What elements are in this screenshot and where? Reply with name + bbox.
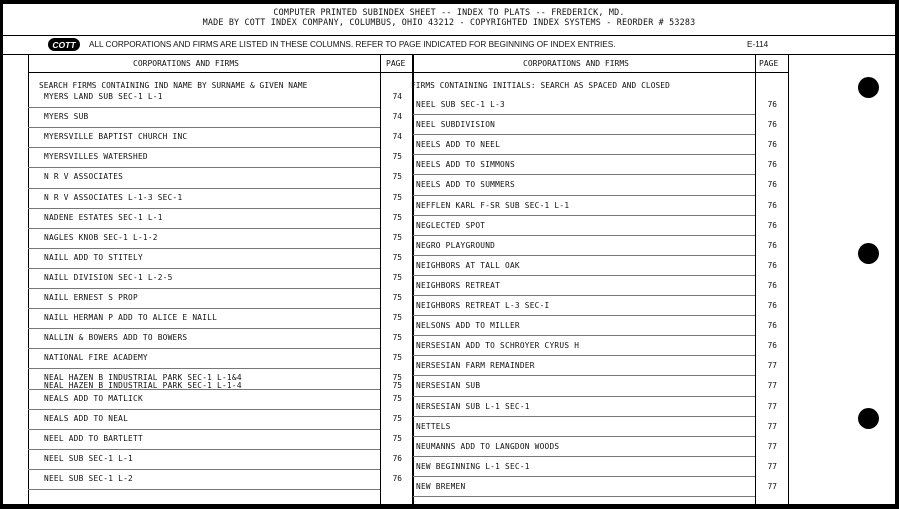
entry-name: NEEL SUBDIVISION xyxy=(416,120,496,130)
row-rule xyxy=(28,429,380,430)
row-rule xyxy=(28,449,380,450)
row-rule xyxy=(413,255,755,256)
row-rule xyxy=(28,208,380,209)
row-rule xyxy=(413,456,755,457)
row-rule xyxy=(413,416,755,417)
entry-name: NEELS ADD TO SUMMERS xyxy=(416,180,515,190)
row-rule xyxy=(28,147,380,148)
row-rule xyxy=(413,476,755,477)
entry-name: NEEL SUB SEC-1 L-2 xyxy=(44,473,133,483)
row-rule xyxy=(413,315,755,316)
entry-name: NAGLES KNOB SEC-1 L-1-2 xyxy=(44,232,158,242)
entry-name: NEALS ADD TO NEAL xyxy=(44,413,129,423)
entry-name: NEGRO PLAYGROUND xyxy=(416,240,496,250)
entry-name: NEEL ADD TO BARTLETT xyxy=(44,433,143,443)
entry-name: NELSONS ADD TO MILLER xyxy=(416,321,520,331)
row-rule xyxy=(413,174,755,175)
row-rule xyxy=(28,348,380,349)
entry-name: NATIONAL FIRE ACADEMY xyxy=(44,353,148,363)
row-rule xyxy=(28,248,380,249)
entry-page: 75 xyxy=(392,232,402,242)
row-rule xyxy=(28,188,380,189)
entry-page: 75 xyxy=(392,212,402,222)
entry-page: 77 xyxy=(767,481,777,491)
row-rule xyxy=(413,114,755,115)
row-rule xyxy=(413,295,755,296)
entry-page: 75 xyxy=(392,172,402,182)
row-rule xyxy=(28,368,380,369)
entry-name: NAILL HERMAN P ADD TO ALICE E NAILL xyxy=(44,313,218,323)
binder-hole-middle xyxy=(858,243,879,264)
row-rule xyxy=(28,268,380,269)
entry-page: 74 xyxy=(392,92,402,101)
entry-name: NAILL ERNEST S PROP xyxy=(44,293,138,302)
left-subheader: SEARCH FIRMS CONTAINING IND NAME BY SURNAME & GIVEN NAME xyxy=(39,81,308,90)
entry-name: NETTELS xyxy=(416,421,451,431)
entry-name: N R V ASSOCIATES xyxy=(44,172,124,182)
row-rule xyxy=(28,469,380,470)
entry-page: 75 xyxy=(392,272,402,282)
row-rule xyxy=(28,167,380,168)
entry-name: NEIGHBORS RETREAT xyxy=(416,280,501,290)
entry-name: NEEL SUB SEC-1 L-3 xyxy=(416,100,505,109)
entry-name: NEW BREMEN xyxy=(416,481,466,491)
row-rule xyxy=(28,308,380,309)
entry-name: NERSESIAN ADD TO SCHROYER CYRUS H xyxy=(416,341,580,351)
entry-name: NERSESIAN FARM REMAINDER xyxy=(416,361,535,371)
entry-page: 76 xyxy=(767,280,777,290)
entry-page: 76 xyxy=(392,473,402,483)
row-rule xyxy=(413,154,755,155)
right-column-header: CORPORATIONS AND FIRMS xyxy=(523,59,629,68)
entry-page: 76 xyxy=(767,220,777,230)
row-rule xyxy=(28,489,380,490)
entry-page: 76 xyxy=(767,240,777,250)
entry-page: 77 xyxy=(767,361,777,371)
entry-name: NEW BEGINNING L-1 SEC-1 xyxy=(416,461,530,471)
entry-name: NERSESIAN SUB L-1 SEC-1 xyxy=(416,401,530,411)
entry-name: MYERSVILLE BAPTIST CHURCH INC xyxy=(44,132,188,142)
entry-name: NAILL ADD TO STITELY xyxy=(44,252,143,262)
entry-page: 74 xyxy=(392,112,402,122)
row-rule xyxy=(413,375,755,376)
right-subheader: FIRMS CONTAINING INITIALS: SEARCH AS SPACED AND CLOSED xyxy=(411,81,670,90)
entry-name: NEEL SUB SEC-1 L-1 xyxy=(44,453,133,463)
entry-name: MYERS LAND SUB SEC-1 L-1 xyxy=(44,92,163,101)
entry-page: 76 xyxy=(392,453,402,463)
row-rule xyxy=(413,195,755,196)
entry-page: 74 xyxy=(392,132,402,142)
row-rule xyxy=(413,335,755,336)
entry-page: 75 xyxy=(392,393,402,403)
entry-name: NEUMANNS ADD TO LANGDON WOODS xyxy=(416,441,560,451)
entry-page: 75 xyxy=(392,252,402,262)
entry-name: NEIGHBORS AT TALL OAK xyxy=(416,260,520,270)
row-rule xyxy=(413,235,755,236)
entry-name: MYERSVILLES WATERSHED xyxy=(44,152,148,162)
column-header-rule xyxy=(28,72,788,73)
entry-page: 76 xyxy=(767,180,777,190)
notice-text: ALL CORPORATIONS AND FIRMS ARE LISTED IN THESE COLUMNS. REFER TO PAGE INDICATED FOR BEGINNING OF INDEX ENTRIES. xyxy=(89,40,616,49)
entry-name: NEFFLEN KARL F-SR SUB SEC-1 L-1 xyxy=(416,200,570,210)
band-rule xyxy=(3,54,895,55)
entry-page: 75 xyxy=(392,353,402,363)
entry-name: NERSESIAN SUB xyxy=(416,381,481,391)
entry-page: 75 xyxy=(392,293,402,302)
entry-name: NAILL DIVISION SEC-1 L-2-5 xyxy=(44,272,173,282)
entry-page: 76 xyxy=(767,301,777,310)
row-rule xyxy=(28,127,380,128)
entry-page: 76 xyxy=(767,140,777,150)
row-rule xyxy=(413,496,755,497)
entry-page: 76 xyxy=(767,200,777,210)
form-number: E-114 xyxy=(747,40,769,49)
cott-logo: COTT xyxy=(48,38,80,51)
entry-name: NEIGHBORS RETREAT L-3 SEC-I xyxy=(416,301,550,310)
notice-band xyxy=(3,36,895,54)
entry-page: 76 xyxy=(767,321,777,331)
entry-page: 77 xyxy=(767,401,777,411)
entry-name: NEGLECTED SPOT xyxy=(416,220,486,230)
entry-page: 75 xyxy=(392,433,402,443)
publisher-line: MADE BY COTT INDEX COMPANY, COLUMBUS, OHIO 43212 - COPYRIGHTED INDEX SYSTEMS - REORDER # 53283 xyxy=(202,17,696,27)
entry-page: 77 xyxy=(767,421,777,431)
entry-name: MYERS SUB xyxy=(44,112,89,122)
row-rule xyxy=(28,107,380,108)
row-rule xyxy=(28,228,380,229)
entry-page: 76 xyxy=(767,120,777,130)
entry-name: NEELS ADD TO SIMMONS xyxy=(416,160,515,170)
entry-name: NADENE ESTATES SEC-1 L-1 xyxy=(44,212,163,222)
entry-page: 76 xyxy=(767,260,777,270)
left-column-header: CORPORATIONS AND FIRMS xyxy=(133,59,239,68)
row-rule xyxy=(413,396,755,397)
row-rule xyxy=(28,328,380,329)
entry-page: 75 xyxy=(392,152,402,162)
row-rule xyxy=(413,215,755,216)
left-page-header: PAGE xyxy=(386,59,406,68)
entry-page: 76 xyxy=(767,160,777,170)
index-sheet xyxy=(3,4,895,504)
entry-name: N R V ASSOCIATES L-1-3 SEC-1 xyxy=(44,192,183,202)
entry-page: 75 xyxy=(392,313,402,323)
entry-page: 75 xyxy=(392,413,402,423)
entry-name: NEAL HAZEN B INDUSTRIAL PARK SEC-1 L-1&4 xyxy=(44,373,242,383)
entry-name: NEELS ADD TO NEEL xyxy=(416,140,501,150)
entry-page: 75 xyxy=(392,333,402,343)
entry-page: 75 xyxy=(392,373,402,383)
right-margin-rule xyxy=(788,54,789,504)
entry-page: 77 xyxy=(767,381,777,391)
entry-page: 76 xyxy=(767,100,777,109)
row-rule xyxy=(413,134,755,135)
binder-hole-bottom xyxy=(858,408,879,429)
entry-page: 77 xyxy=(767,441,777,451)
row-rule xyxy=(413,275,755,276)
entry-page: 75 xyxy=(392,192,402,202)
left-margin-rule xyxy=(28,54,29,504)
row-rule xyxy=(413,355,755,356)
sheet-title: COMPUTER PRINTED SUBINDEX SHEET -- INDEX TO PLATS -- FREDERICK, MD. xyxy=(273,7,625,17)
binder-hole-top xyxy=(858,77,879,98)
entry-name: NALLIN & BOWERS ADD TO BOWERS xyxy=(44,333,188,343)
row-rule xyxy=(413,436,755,437)
entry-page: 77 xyxy=(767,461,777,471)
entry-page-continued: 75 xyxy=(392,381,402,391)
entry-name-continued: NEAL HAZEN B INDUSTRIAL PARK SEC-1 L-1-4 xyxy=(44,381,242,391)
row-rule xyxy=(28,288,380,289)
row-rule xyxy=(28,409,380,410)
entry-page: 76 xyxy=(767,341,777,351)
entry-name: NEALS ADD TO MATLICK xyxy=(44,393,143,403)
right-page-header: PAGE xyxy=(759,59,779,68)
